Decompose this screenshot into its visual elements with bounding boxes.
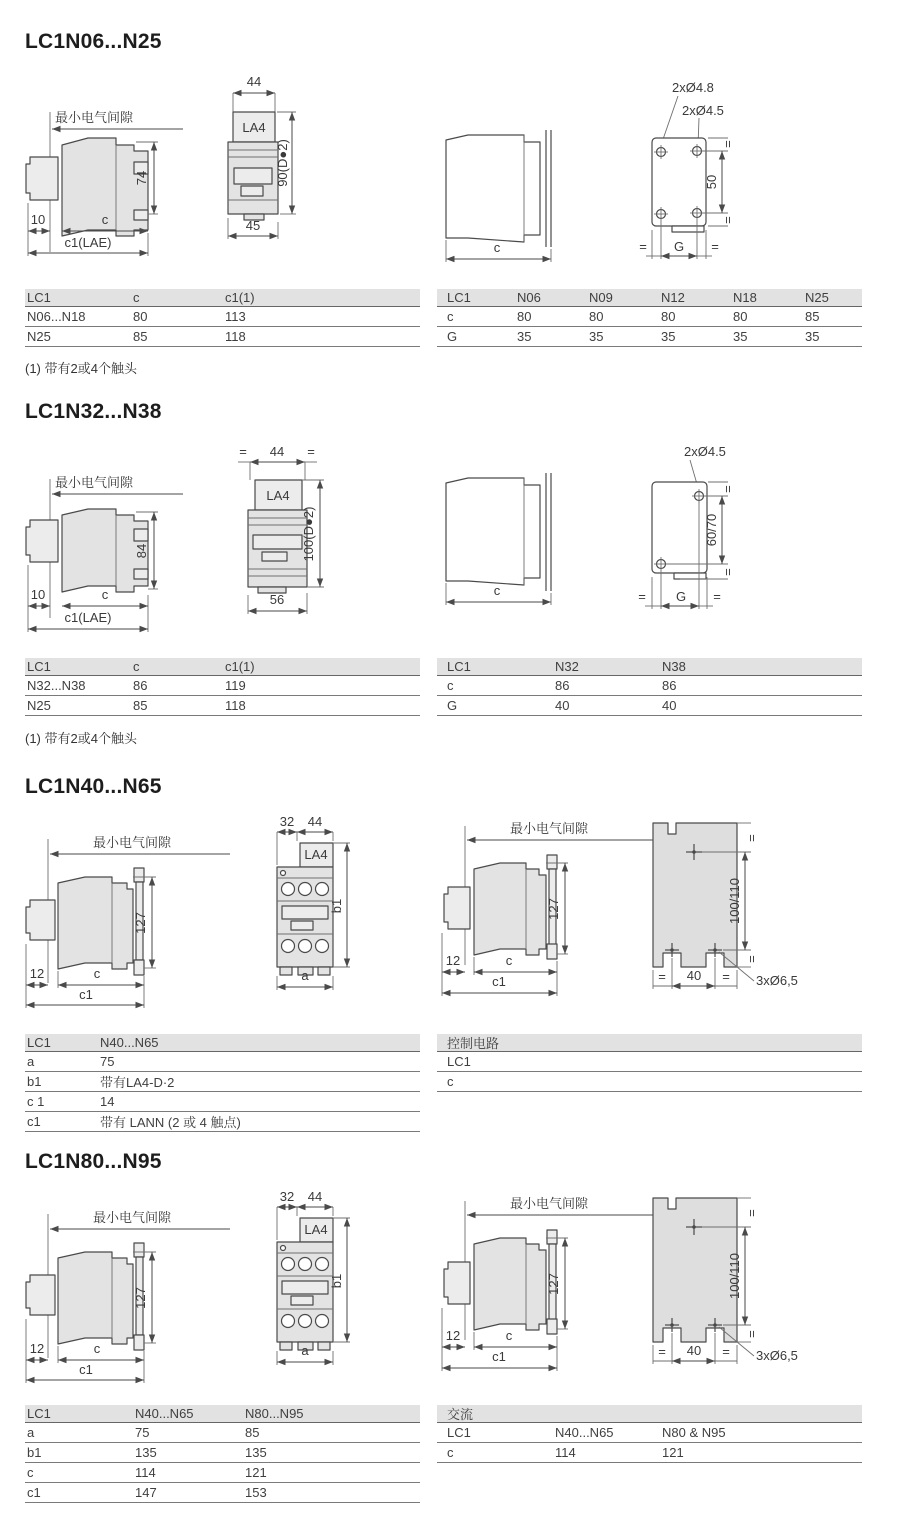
unit-label: LA4: [304, 1222, 328, 1237]
drawing-shape: [134, 569, 148, 579]
table-row: [437, 1072, 862, 1092]
drawing-shape: [444, 887, 470, 929]
dim-label: c1: [492, 1349, 506, 1364]
table-row: [25, 327, 420, 347]
table-row: [25, 696, 420, 716]
drawing-shape: [281, 871, 286, 876]
table-cell: 35: [589, 329, 604, 344]
dimensions-table: [25, 658, 420, 716]
drawing-shape: [234, 168, 272, 184]
table-cell: 14: [100, 1094, 115, 1109]
drawing-shape: [316, 883, 329, 896]
table-cell: 86: [555, 678, 570, 693]
table-cell: 114: [135, 1465, 156, 1480]
dimensions-table: [25, 1405, 420, 1503]
drawing-shape: [134, 529, 148, 541]
dim-label: 100/110: [727, 1252, 742, 1300]
table-cell: 80: [733, 309, 748, 324]
drawing-shape: [282, 906, 328, 919]
table-cell: 86: [662, 678, 677, 693]
table-cell: 85: [245, 1425, 260, 1440]
table-header-row: [437, 1034, 862, 1052]
drawing-shape: [299, 883, 312, 896]
table-cell: c: [447, 309, 454, 324]
unit-label: LA4: [304, 847, 328, 862]
table-header-row: [25, 1405, 420, 1423]
drawing-shape: [134, 1243, 144, 1257]
dimension-drawing-lc1n06-n25: [0, 72, 900, 277]
table-header-cell: c: [133, 290, 140, 305]
table-row: [25, 1092, 420, 1112]
table-cell: 86: [133, 678, 148, 693]
dim-label: 44: [246, 74, 262, 89]
table-cell: 147: [135, 1485, 157, 1500]
drawing-shape: [444, 1262, 470, 1304]
dim-label: 100(D●2): [301, 506, 316, 562]
drawing-shape: [26, 1275, 55, 1315]
drawing-shape: [280, 1342, 292, 1350]
equal-mark: =: [745, 955, 760, 963]
dim-label: c1(LAE): [64, 235, 112, 250]
drawing-shape: [282, 883, 295, 896]
dim-label: 44: [269, 444, 285, 459]
drawing-shape: [282, 1315, 295, 1328]
drawing-shape: [241, 186, 263, 196]
drawing-shape: [253, 535, 302, 549]
drawing-shape: [280, 967, 292, 975]
dim-label: c1: [79, 987, 93, 1002]
dim-label: 10: [30, 212, 46, 227]
equal-mark: =: [713, 589, 721, 604]
table-cell: 35: [805, 329, 820, 344]
table-header-row: [437, 658, 862, 676]
equal-mark: =: [239, 444, 247, 459]
dimensions-table: [25, 1034, 420, 1132]
dim-label: 127: [546, 898, 561, 920]
dim-label: 44: [307, 1189, 323, 1204]
drawing-shape: [474, 1238, 546, 1330]
table-cell: 35: [661, 329, 676, 344]
clearance-label: 最小电气间隙: [55, 110, 134, 125]
drawing-shape: [282, 1281, 328, 1294]
dim-label: c: [93, 1341, 101, 1356]
table-cell: 75: [135, 1425, 150, 1440]
table-cell: 85: [805, 309, 820, 324]
table-cell: 135: [245, 1445, 267, 1460]
table-row: [25, 1112, 420, 1132]
drawing-shape: [670, 948, 674, 952]
table-cell: N25: [27, 698, 51, 713]
table-header-cell: LC1: [447, 659, 471, 674]
table-cell: N06...N18: [27, 309, 86, 324]
dim-label: G: [673, 239, 685, 254]
footnote: (1) 带有2或4个触头: [25, 731, 137, 746]
table-header-cell: LC1: [27, 659, 51, 674]
hole-callout: 2xØ4.5: [682, 103, 724, 118]
dim-label: 100/110: [727, 877, 742, 925]
clearance-label: 最小电气间隙: [510, 821, 589, 836]
equal-mark: =: [639, 239, 647, 254]
hole-callout: 3xØ6,5: [756, 1348, 798, 1363]
table-header-cell: N06: [517, 290, 541, 305]
table-cell: 带有 LANN (2 或 4 触点): [100, 1115, 241, 1130]
table-cell: a: [27, 1425, 35, 1440]
drawing-shape: [446, 478, 540, 585]
unit-label: LA4: [242, 120, 266, 135]
dimensions-table: [437, 289, 862, 347]
dim-label: c: [101, 212, 109, 227]
dim-label: 127: [133, 1287, 148, 1309]
drawing-shape: [58, 877, 133, 969]
dim-label: 60/70: [704, 513, 719, 547]
dim-label: 12: [29, 966, 45, 981]
clearance-label: 最小电气间隙: [55, 475, 134, 490]
drawing-shape: [134, 210, 148, 220]
dim-label: 45: [245, 218, 261, 233]
drawing-shape: [547, 1319, 557, 1334]
table-row: [437, 327, 862, 347]
table-cell: 40: [555, 698, 570, 713]
table-header-row: [25, 658, 420, 676]
table-cell: c: [447, 1445, 454, 1460]
table-cell: 118: [225, 698, 246, 713]
table-cell: 118: [225, 329, 246, 344]
table-row: [437, 696, 862, 716]
dim-label: 84: [134, 543, 149, 559]
drawing-shape: [446, 135, 540, 242]
table-row: [437, 307, 862, 327]
drawing-shape: [316, 940, 329, 953]
dimension-drawing-lc1n40-n65: [0, 813, 900, 1018]
table-header-cell: N32: [555, 659, 579, 674]
table-cell: 80: [661, 309, 676, 324]
drawing-shape: [670, 1323, 674, 1327]
table-header-cell: N09: [589, 290, 613, 305]
equal-mark: =: [658, 1344, 666, 1359]
dim-label: c: [505, 953, 513, 968]
drawing-shape: [299, 1315, 312, 1328]
equal-mark: =: [658, 969, 666, 984]
drawing-shape: [282, 940, 295, 953]
table-row: [25, 1052, 420, 1072]
dim-label: G: [675, 589, 687, 604]
table-header-cell: c: [133, 659, 140, 674]
table-header-cell: N18: [733, 290, 757, 305]
table-cell: 80: [133, 309, 148, 324]
table-cell: G: [447, 329, 458, 344]
table-cell: 35: [733, 329, 748, 344]
drawing-shape: [299, 1258, 312, 1271]
table-cell: N25: [27, 329, 51, 344]
table-cell: N80 & N95: [662, 1425, 726, 1440]
table-cell: b1: [27, 1445, 42, 1460]
dim-label: c: [493, 240, 501, 255]
dim-label: 74: [134, 170, 149, 186]
dimensions-table: [25, 289, 420, 347]
drawing-shape: [134, 960, 144, 975]
drawing-shape: [26, 157, 58, 200]
equal-mark: =: [721, 568, 736, 576]
equal-mark: =: [307, 444, 315, 459]
table-header-row: [437, 1405, 862, 1423]
equal-mark: =: [745, 834, 760, 842]
table-cell: c1: [27, 1485, 41, 1500]
drawing-shape: [291, 921, 313, 930]
dim-label: 40: [686, 968, 702, 983]
table-cell: c: [447, 678, 454, 693]
table-cell: 80: [589, 309, 604, 324]
hole-callout: 3xØ6,5: [756, 973, 798, 988]
unit-label: LA4: [266, 488, 290, 503]
table-header-row: [437, 289, 862, 307]
dim-label: 10: [30, 587, 46, 602]
table-cell: 121: [662, 1445, 684, 1460]
footnote: (1) 带有2或4个触头: [25, 361, 137, 376]
table-cell: 带有LA4-D·2: [100, 1075, 175, 1090]
equal-mark: =: [721, 216, 736, 224]
table-row: [25, 676, 420, 696]
dim-label: b1: [329, 898, 344, 914]
dim-label: b1: [329, 1273, 344, 1289]
table-header-cell: N38: [662, 659, 686, 674]
drawing-shape: [58, 1252, 133, 1344]
table-header-cell: N12: [661, 290, 685, 305]
drawing-shape: [134, 1335, 144, 1350]
table-header-cell: LC1: [447, 290, 471, 305]
dim-label: 127: [133, 912, 148, 934]
dim-label: c1: [492, 974, 506, 989]
table-cell: 85: [133, 329, 148, 344]
drawing-shape: [547, 1230, 557, 1244]
dim-label: 44: [307, 814, 323, 829]
drawing-shape: [134, 868, 144, 882]
table-header-cell: c1(1): [225, 290, 255, 305]
table-row: [25, 1072, 420, 1092]
table-row: [437, 676, 862, 696]
dim-label: 32: [279, 814, 295, 829]
hole-callout: 2xØ4.5: [684, 444, 726, 459]
table-header-cell: 控制电路: [447, 1036, 500, 1051]
table-cell: 135: [135, 1445, 157, 1460]
table-row: [437, 1443, 862, 1463]
table-cell: b1: [27, 1074, 42, 1089]
dimension-drawing-lc1n32-n38: [0, 443, 900, 653]
table-header-cell: N25: [805, 290, 829, 305]
dim-label: c: [493, 583, 501, 598]
table-header-cell: LC1: [27, 290, 51, 305]
table-row: [25, 307, 420, 327]
dim-label: c1: [79, 1362, 93, 1377]
drawing-shape: [316, 1315, 329, 1328]
table-cell: G: [447, 698, 458, 713]
equal-mark: =: [722, 969, 730, 984]
drawing-shape: [318, 967, 330, 975]
hole-callout: 2xØ4.8: [672, 80, 714, 95]
table-header-cell: N40...N65: [135, 1406, 194, 1421]
dim-label: 12: [445, 1328, 461, 1343]
dimensions-table: [437, 1405, 862, 1463]
drawing-shape: [316, 1258, 329, 1271]
dim-label: a: [301, 968, 309, 983]
table-cell: 40: [662, 698, 677, 713]
table-header-cell: c1(1): [225, 659, 255, 674]
table-cell: N32...N38: [27, 678, 86, 693]
drawing-shape: [281, 1246, 286, 1251]
dim-label: 127: [546, 1273, 561, 1295]
section-title: LC1N40...N65: [25, 775, 162, 798]
table-cell: c: [27, 1465, 34, 1480]
drawing-shape: [26, 900, 55, 940]
table-cell: 113: [225, 309, 246, 324]
table-cell: 35: [517, 329, 532, 344]
drawing-shape: [26, 520, 58, 562]
table-cell: 119: [225, 678, 246, 693]
drawing-shape: [672, 226, 704, 232]
table-cell: 80: [517, 309, 532, 324]
section-title: LC1N32...N38: [25, 400, 162, 423]
equal-mark: =: [638, 589, 646, 604]
clearance-label: 最小电气间隙: [93, 1210, 172, 1225]
drawing-shape: [299, 940, 312, 953]
table-row: [25, 1423, 420, 1443]
drawing-shape: [653, 1198, 737, 1342]
drawing-shape: [713, 1323, 717, 1327]
table-row: [25, 1443, 420, 1463]
table-header-cell: N40...N65: [100, 1035, 159, 1050]
equal-mark: =: [722, 1344, 730, 1359]
table-row: [25, 1483, 420, 1503]
clearance-label: 最小电气间隙: [93, 835, 172, 850]
dim-label: 12: [29, 1341, 45, 1356]
equal-mark: =: [721, 485, 736, 493]
clearance-label: 最小电气间隙: [510, 1196, 589, 1211]
drawing-shape: [547, 944, 557, 959]
drawing-shape: [474, 863, 546, 955]
dim-label: c: [505, 1328, 513, 1343]
table-row: [437, 1423, 862, 1443]
table-header-row: [25, 289, 420, 307]
drawing-shape: [282, 1258, 295, 1271]
table-cell: 153: [245, 1485, 267, 1500]
dim-label: 90(D●2): [275, 139, 290, 187]
table-cell: 85: [133, 698, 148, 713]
equal-mark: =: [711, 239, 719, 254]
table-cell: c1: [27, 1114, 41, 1129]
table-cell: c: [447, 1074, 454, 1089]
table-row: [25, 1463, 420, 1483]
table-header-cell: LC1: [27, 1035, 51, 1050]
drawing-shape: [653, 823, 737, 967]
table-cell: LC1: [447, 1054, 471, 1069]
drawing-shape: [713, 948, 717, 952]
dim-label: c: [93, 966, 101, 981]
drawing-shape: [262, 552, 287, 561]
table-header-cell: LC1: [27, 1406, 51, 1421]
drawing-shape: [692, 850, 696, 854]
dimensions-table: [437, 658, 862, 716]
drawing-shape: [547, 855, 557, 869]
dim-label: 50: [704, 174, 719, 190]
dim-label: c: [101, 587, 109, 602]
table-header-row: [25, 1034, 420, 1052]
equal-mark: =: [745, 1209, 760, 1217]
equal-mark: =: [721, 140, 736, 148]
dim-label: 32: [279, 1189, 295, 1204]
dimensions-table: [437, 1034, 862, 1092]
table-header-cell: 交流: [447, 1407, 474, 1422]
section-title: LC1N80...N95: [25, 1150, 162, 1173]
drawing-shape: [674, 573, 706, 579]
drawing-shape: [291, 1296, 313, 1305]
dim-label: a: [301, 1343, 309, 1358]
table-cell: 121: [245, 1465, 267, 1480]
table-cell: 114: [555, 1445, 576, 1460]
table-cell: LC1: [447, 1425, 471, 1440]
dim-label: c1(LAE): [64, 610, 112, 625]
equal-mark: =: [745, 1330, 760, 1338]
section-title: LC1N06...N25: [25, 30, 162, 53]
table-header-cell: N80...N95: [245, 1406, 304, 1421]
dim-label: 12: [445, 953, 461, 968]
table-cell: c 1: [27, 1094, 45, 1109]
drawing-shape: [692, 1225, 696, 1229]
dimension-drawing-lc1n80-n95: [0, 1188, 900, 1393]
dim-label: 40: [686, 1343, 702, 1358]
table-cell: 75: [100, 1054, 115, 1069]
table-cell: a: [27, 1054, 35, 1069]
table-cell: N40...N65: [555, 1425, 614, 1440]
drawing-shape: [318, 1342, 330, 1350]
dim-label: 56: [269, 592, 285, 607]
table-row: [437, 1052, 862, 1072]
